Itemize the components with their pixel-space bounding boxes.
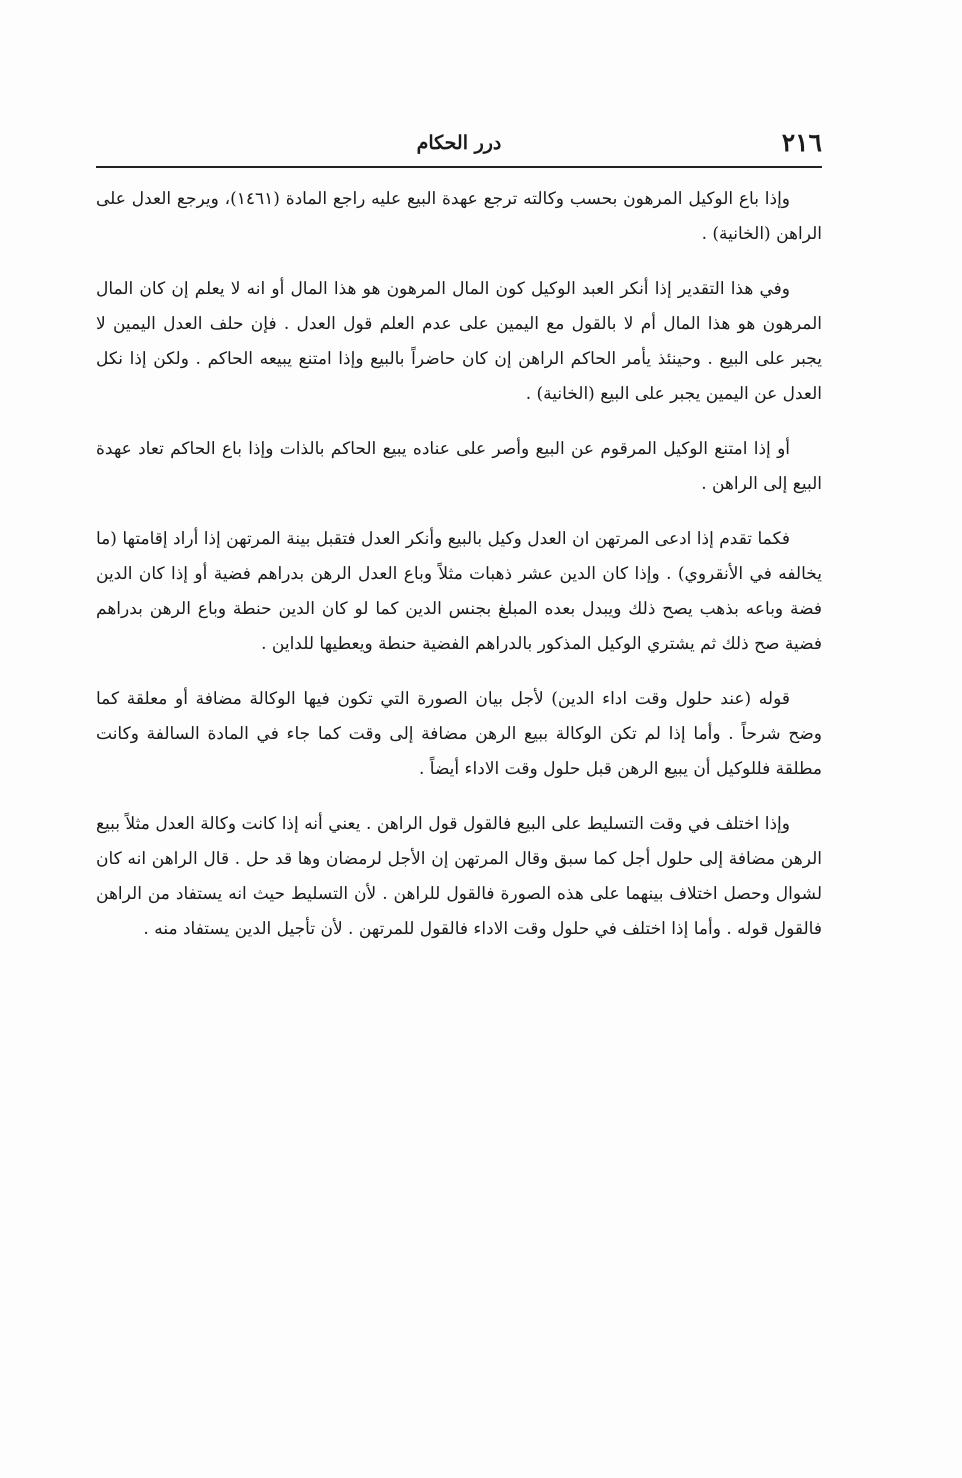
page-header [96,126,822,168]
paragraph-1: وإذا باع الوكيل المرهون بحسب وكالته ترجع عهدة البيع عليه راجع المادة (١٤٦١)، ويرجع العدل على الراهن (الخانية) . [96,189,822,244]
paragraph-2: وفي هذا التقدير إذا أنكر العبد الوكيل كون المال المرهون هو هذا المال أو انه لا يعلم إن كان المال المرهون هو هذا المال أم لا بالقول مع اليمين على عدم العلم قول العدل . فإن حلف العدل اليمين لا يجبر على البيع . وحينئذ يأمر الحاكم الراهن إن كان حاضراً بالبيع وإذا امتنع يبيعه الحاكم . ولكن إذا نكل العدل عن اليمين يجبر على البيع (الخانية) . [96,279,822,404]
paragraph-4: فكما تقدم إذا ادعى المرتهن ان العدل وكيل بالبيع وأنكر العدل فتقبل بينة المرتهن إذا أراد إقامتها (ما يخالفه في الأنقروي) . وإذا كان الدين عشر ذهبات مثلاً وباع العدل الرهن بدراهم فضية أو إذا كان الدين فضة وباعه بذهب يصح ذلك ويبدل بعده المبلغ بجنس الدين كما لو كان الدين حنطة وباع الرهن بدراهم فضية صح ذلك ثم يشتري الوكيل المذكور بالدراهم الفضية حنطة ويعطيها للداين . [96,529,822,654]
paragraph-6: وإذا اختلف في وقت التسليط على البيع فالقول قول الراهن . يعني أنه إذا كانت وكالة العدل مثلاً ببيع الرهن مضافة إلى حلول أجل كما سبق وقال المرتهن إن الأجل لرمضان وها قد حل . قال الراهن انه كان لشوال وحصل اختلاف بينهما على هذه الصورة فالقول للراهن . لأن التسليط حيث انه يستفاد من الراهن فالقول قوله . وأما إذا اختلف في حلول وقت الاداء فالقول للمرتهن . لأن تأجيل الدين يستفاد منه . [96,814,822,939]
paragraph-5: قوله (عند حلول وقت اداء الدين) لأجل بيان الصورة التي تكون فيها الوكالة مضافة أو معلقة كما وضح شرحاً . وأما إذا لم تكن الوكالة ببيع الرهن مضافة إلى وقت كما جاء في المادة السالفة وكانت مطلقة فللوكيل أن يبيع الرهن قبل حلول وقت الاداء أيضاً . [96,689,822,779]
paragraph-3: أو إذا امتنع الوكيل المرقوم عن البيع وأصر على عناده يبيع الحاكم بالذات وإذا باع الحاكم تعاد عهدة البيع إلى الراهن . [96,439,822,494]
header-divider [96,166,822,168]
running-title: درر الحكام [416,132,502,154]
body-text [96,182,822,967]
page-number: ٢١٦ [781,128,822,157]
